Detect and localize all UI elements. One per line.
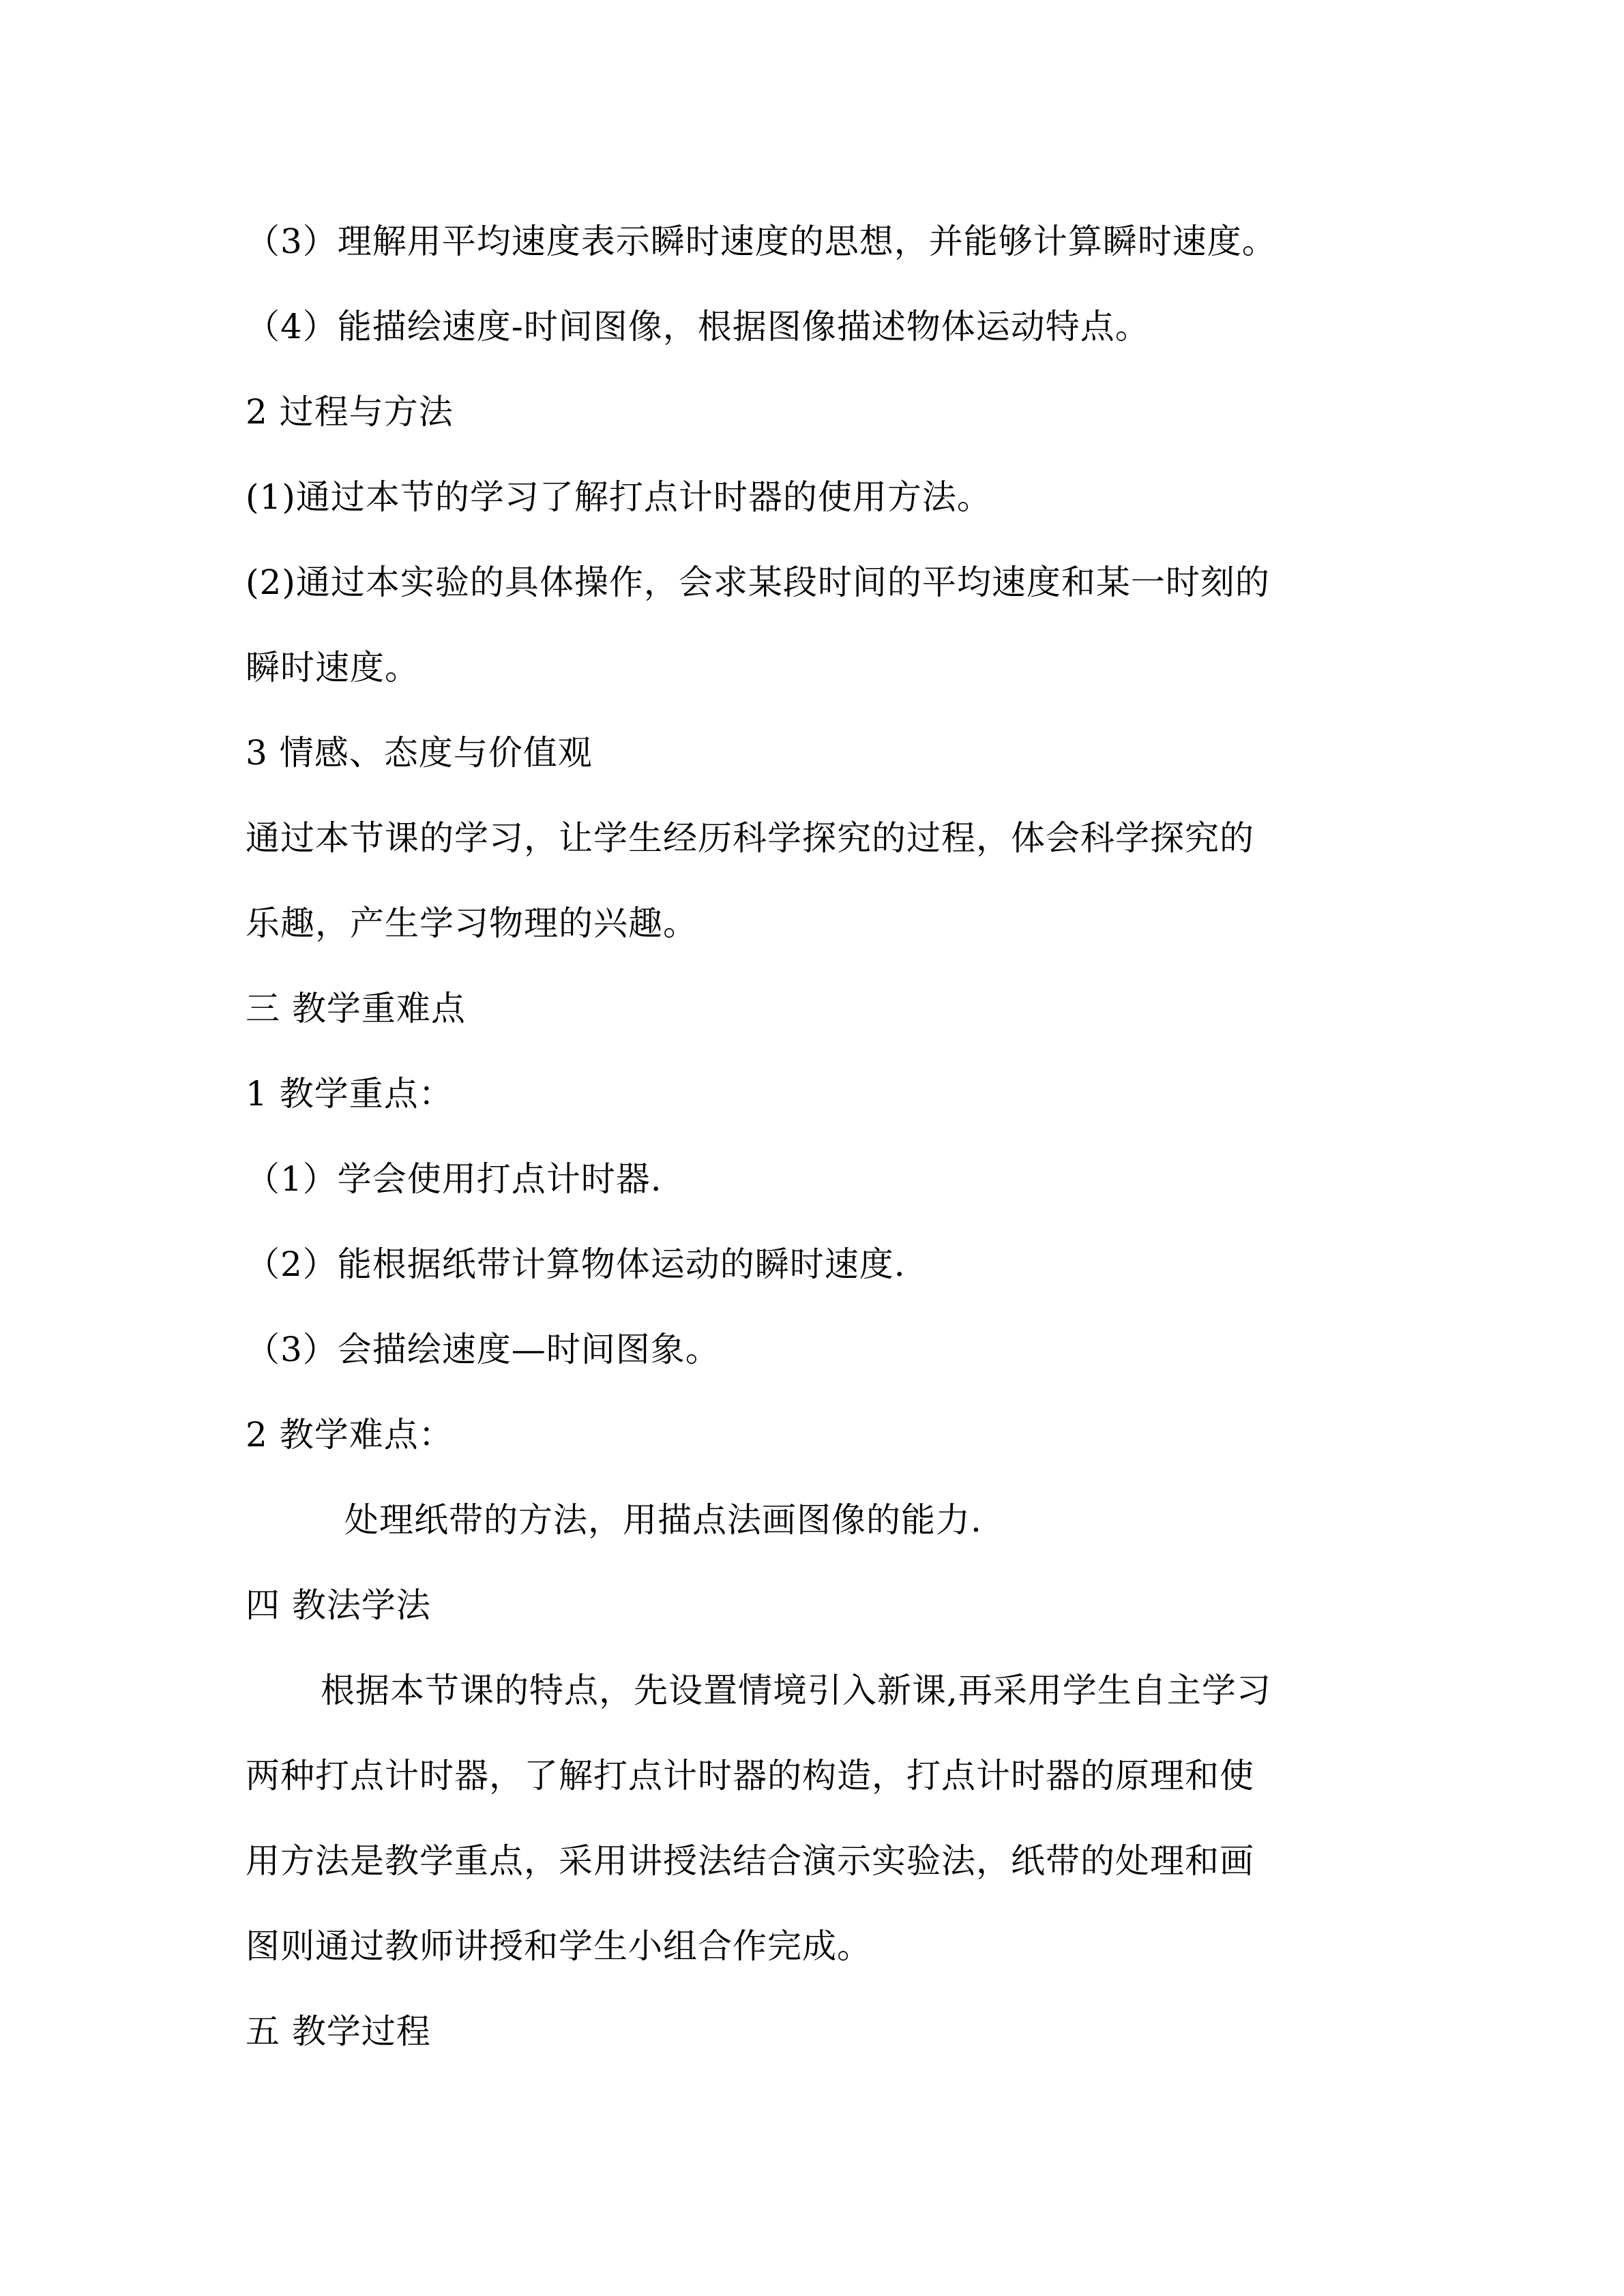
process-item-2-cont: 瞬时速度。 bbox=[246, 648, 419, 687]
emotion-paragraph: 通过本节课的学习，让学生经历科学探究的过程，体会科学探究的 bbox=[246, 818, 1254, 858]
heading-emotion-attitude: 3 情感、态度与价值观 bbox=[246, 733, 593, 773]
method-paragraph-line-2: 两种打点计时器，了解打点计时器的构造，打点计时器的原理和使 bbox=[246, 1756, 1254, 1795]
section-heading-4: 四 教法学法 bbox=[246, 1585, 431, 1625]
key-point-3: （3）会描绘速度—时间图象。 bbox=[246, 1330, 720, 1369]
heading-difficulties: 2 教学难点： bbox=[246, 1415, 454, 1455]
process-item-2: (2)通过本实验的具体操作，会求某段时间的平均速度和某一时刻的 bbox=[246, 563, 1270, 602]
process-item-1: (1)通过本节的学习了解打点计时器的使用方法。 bbox=[246, 477, 992, 517]
method-paragraph-line-1: 根据本节课的特点，先设置情境引入新课,再采用学生自主学习 bbox=[321, 1671, 1271, 1710]
method-paragraph-line-4: 图则通过教师讲授和学生小组合作完成。 bbox=[246, 1926, 872, 1966]
objective-4: （4）能描绘速度-时间图像，根据图像描述物体运动特点。 bbox=[246, 307, 1150, 346]
difficulty-text: 处理纸带的方法，用描点法画图像的能力. bbox=[344, 1500, 982, 1540]
heading-key-points: 1 教学重点： bbox=[246, 1074, 454, 1114]
section-heading-5: 五 教学过程 bbox=[246, 2012, 431, 2051]
key-point-2: （2）能根据纸带计算物体运动的瞬时速度. bbox=[246, 1244, 906, 1284]
heading-process-methods: 2 过程与方法 bbox=[246, 392, 454, 432]
method-paragraph-line-3: 用方法是教学重点，采用讲授法结合演示实验法，纸带的处理和画 bbox=[246, 1841, 1254, 1881]
emotion-paragraph-cont: 乐趣，产生学习物理的兴趣。 bbox=[246, 904, 698, 943]
objective-3: （3）理解用平均速度表示瞬时速度的思想，并能够计算瞬时速度。 bbox=[246, 222, 1277, 261]
section-heading-3: 三 教学重难点 bbox=[246, 989, 466, 1028]
key-point-1: （1）学会使用打点计时器. bbox=[246, 1159, 662, 1199]
